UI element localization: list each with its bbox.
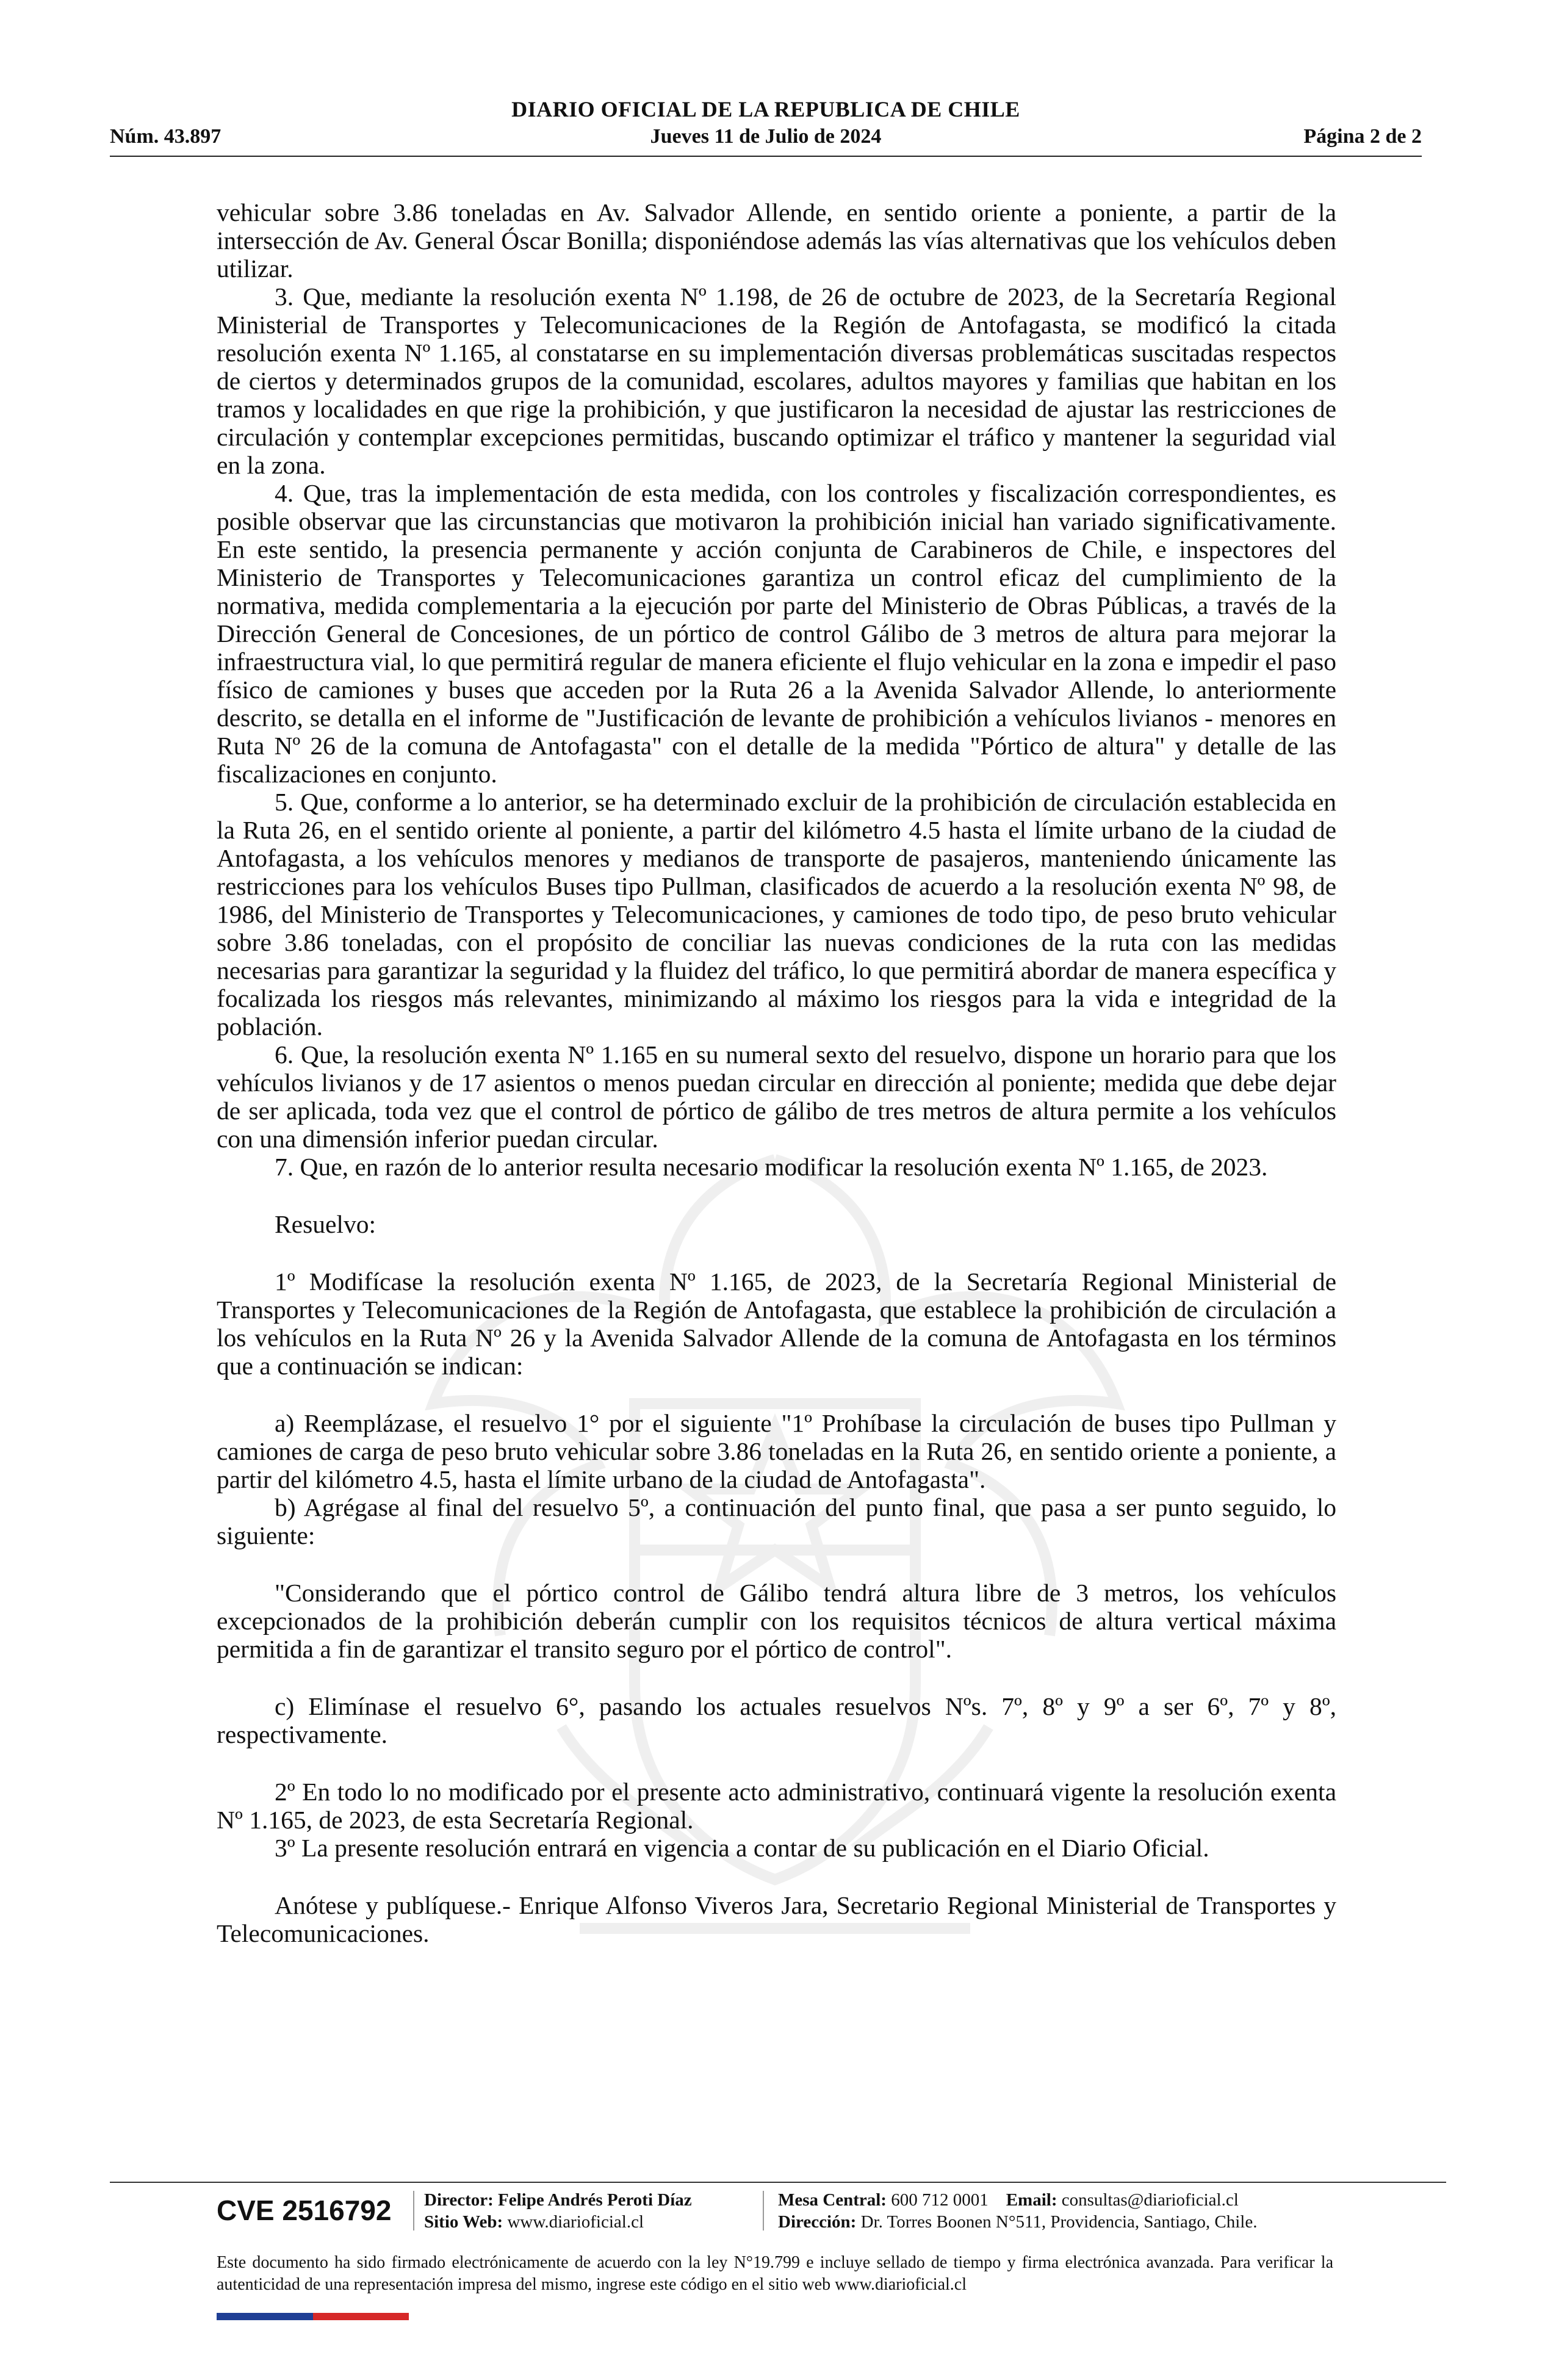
resolution-item-1: 1º Modifícase la resolución exenta Nº 1.165, de 2023, de la Secretaría Regional Ministerial de Transportes y Telecomunicaciones de la Región de Antofagasta, que establece la prohibición de circulación a los vehículos en la Ruta Nº 26 y la Avenida Salvador Allende de la comuna de Antofagasta en los términos que a continuación se indican:: [217, 1268, 1336, 1380]
flag-red-segment: [313, 2313, 409, 2320]
paragraph-considerando-5: 5. Que, conforme a lo anterior, se ha determinado excluir de la prohibición de circulación establecida en la Ruta 26, en el sentido oriente al poniente, a partir del kilómetro 4.5 hasta el límite urbano de la ciudad de Antofagasta, a los vehículos menores y medianos de transporte de pasajeros, manteniendo únicamente las restricciones para los vehículos Buses tipo Pullman, clasificados de acuerdo a la resolución exenta Nº 98, de 1986, del Ministerio de Transportes y Telecomunicaciones, y camiones de todo tipo, de peso bruto vehicular sobre 3.86 toneladas, con el propósito de conciliar las nuevas condiciones de la ruta con las medidas necesarias para garantizar la seguridad y la fluidez del tráfico, lo que permitirá abordar de manera específica y focalizada los riesgos más relevantes, minimizando al máximo los riesgos para la vida e integridad de la población.: [217, 788, 1336, 1040]
footer-director-block: [424, 2189, 692, 2233]
director-name: Felipe Andrés Peroti Díaz: [498, 2190, 692, 2210]
resolution-item-1b: b) Agrégase al final del resuelvo 5º, a continuación del punto final, que pasa a ser punto seguido, lo siguiente:: [217, 1493, 1336, 1549]
address-value: Dr. Torres Boonen N°511, Providencia, Santiago, Chile.: [860, 2212, 1258, 2232]
paragraph-considerando-7: 7. Que, en razón de lo anterior resulta necesario modificar la resolución exenta Nº 1.165, de 2023.: [275, 1153, 1268, 1181]
page-header: [110, 92, 1422, 159]
website-label: Sitio Web:: [424, 2212, 503, 2232]
document-body: [217, 198, 1336, 1947]
paragraph-continuation: vehicular sobre 3.86 toneladas en Av. Salvador Allende, en sentido oriente a poniente, a partir de la intersección de Av. General Óscar Bonilla; disponiéndose además las vías alternativas que los vehículos deben utilizar.: [217, 198, 1336, 283]
resolution-quote: "Considerando que el pórtico control de Gálibo tendrá altura libre de 3 metros, los vehículos excepcionados de la prohibición deberán cumplir con los requisitos técnicos de altura vertical máxima permitida a fin de garantizar el transito seguro por el pórtico de control".: [217, 1579, 1336, 1663]
mesa-central-phone: 600 712 0001: [891, 2190, 989, 2210]
paragraph-considerando-3: 3. Que, mediante la resolución exenta Nº 1.198, de 26 de octubre de 2023, de la Secretaría Regional Ministerial de Transportes y Telecomunicaciones de la Región de Antofagasta, se modificó la citada resolución exenta Nº 1.165, al constatarse en su implementación diversas problemáticas suscitadas respectos de ciertos y determinados grupos de la comunidad, escolares, adultos mayores y familias que habitan en los tramos y localidades en que rige la prohibición, y que justificaron la necesidad de ajustar las restricciones de circulación y contemplar excepciones permitidas, buscando optimizar el tráfico y mantener la seguridad vial en la zona.: [217, 283, 1336, 479]
resolution-item-1a: a) Reemplázase, el resuelvo 1° por el siguiente "1º Prohíbase la circulación de buses tipo Pullman y camiones de carga de peso bruto vehicular sobre 3.86 toneladas en la Ruta 26, en sentido oriente a poniente, a partir del kilómetro 4.5, hasta el límite urbano de la ciudad de Antofagasta".: [217, 1409, 1336, 1493]
mesa-central-label: Mesa Central:: [778, 2190, 887, 2210]
email-link[interactable]: consultas@diarioficial.cl: [1061, 2190, 1239, 2210]
resuelvo-heading: Resuelvo:: [275, 1210, 376, 1238]
resolution-item-2: 2º En todo lo no modificado por el presente acto administrativo, continuará vigente la resolución exenta Nº 1.165, de 2023, de esta Secretaría Regional.: [217, 1778, 1336, 1834]
closing-signature: Anótese y publíquese.- Enrique Alfonso Viveros Jara, Secretario Regional Ministerial de Transportes y Telecomunicaciones.: [217, 1891, 1336, 1947]
director-label: Director:: [424, 2190, 494, 2210]
paragraph-considerando-6: 6. Que, la resolución exenta Nº 1.165 en su numeral sexto del resuelvo, dispone un horario para que los vehículos livianos y de 17 asientos o menos puedan circular en dirección al poniente; medida que debe dejar de ser aplicada, toda vez que el control de pórtico de gálibo de tres metros de altura permite a los vehículos con una dimensión inferior puedan circular.: [217, 1040, 1336, 1153]
cve-code: CVE 2516792: [217, 2194, 392, 2226]
footer-divider: [110, 2182, 1446, 2183]
footer-separator: [763, 2191, 764, 2230]
electronic-signature-note: Este documento ha sido firmado electrónicamente de acuerdo con la ley N°19.799 e incluye sellado de tiempo y firma electrónica avanzada. Para verificar la autenticidad de una representación impresa del mismo, ingrese este código en el sitio web www.diarioficial.cl: [217, 2253, 1333, 2294]
paragraph-considerando-4: 4. Que, tras la implementación de esta medida, con los controles y fiscalización correspondientes, es posible observar que las circunstancias que motivaron la prohibición inicial han variado significativamente. En este sentido, la presencia permanente y acción conjunta de Carabineros de Chile, e inspectores del Ministerio de Transportes y Telecomunicaciones garantiza un control eficaz del cumplimiento de la normativa, medida complementaria a la ejecución por parte del Ministerio de Obras Públicas, a través de la Dirección General de Concesiones, de un pórtico de control Gálibo de 3 metros de altura para mejorar la infraestructura vial, lo que permitirá regular de manera eficiente el flujo vehicular en la zona e impedir el paso físico de camiones y buses que acceden por la Ruta 26 a la Avenida Salvador Allende, lo anteriormente descrito, se detalla en el informe de "Justificación de levante de prohibición a vehículos livianos - menores en Ruta Nº 26 de la comuna de Antofagasta" con el detalle de la medida "Pórtico de altura" y detalle de las fiscalizaciones en conjunto.: [217, 479, 1336, 788]
flag-stripe: [217, 2313, 409, 2320]
header-divider: [110, 156, 1422, 157]
issue-number: Núm. 43.897: [110, 125, 222, 148]
resolution-item-3: 3º La presente resolución entrará en vigencia a contar de su publicación en el Diario Oficial.: [275, 1834, 1209, 1862]
page-footer: [217, 2188, 1437, 2237]
publication-title: DIARIO OFICIAL DE LA REPUBLICA DE CHILE: [511, 97, 1020, 121]
publication-date: Jueves 11 de Julio de 2024: [650, 125, 882, 148]
website-link[interactable]: www.diarioficial.cl: [507, 2212, 644, 2232]
page-number: Página 2 de 2: [1303, 125, 1422, 148]
resolution-item-1c: c) Elimínase el resuelvo 6°, pasando los actuales resuelvos Nºs. 7º, 8º y 9º a ser 6º, 7º y 8º, respectivamente.: [217, 1692, 1336, 1748]
address-label: Dirección:: [778, 2212, 857, 2232]
email-label: Email:: [1006, 2190, 1057, 2210]
footer-separator: [413, 2191, 414, 2230]
footer-contact-block: [778, 2189, 1257, 2233]
flag-blue-segment: [217, 2313, 313, 2320]
